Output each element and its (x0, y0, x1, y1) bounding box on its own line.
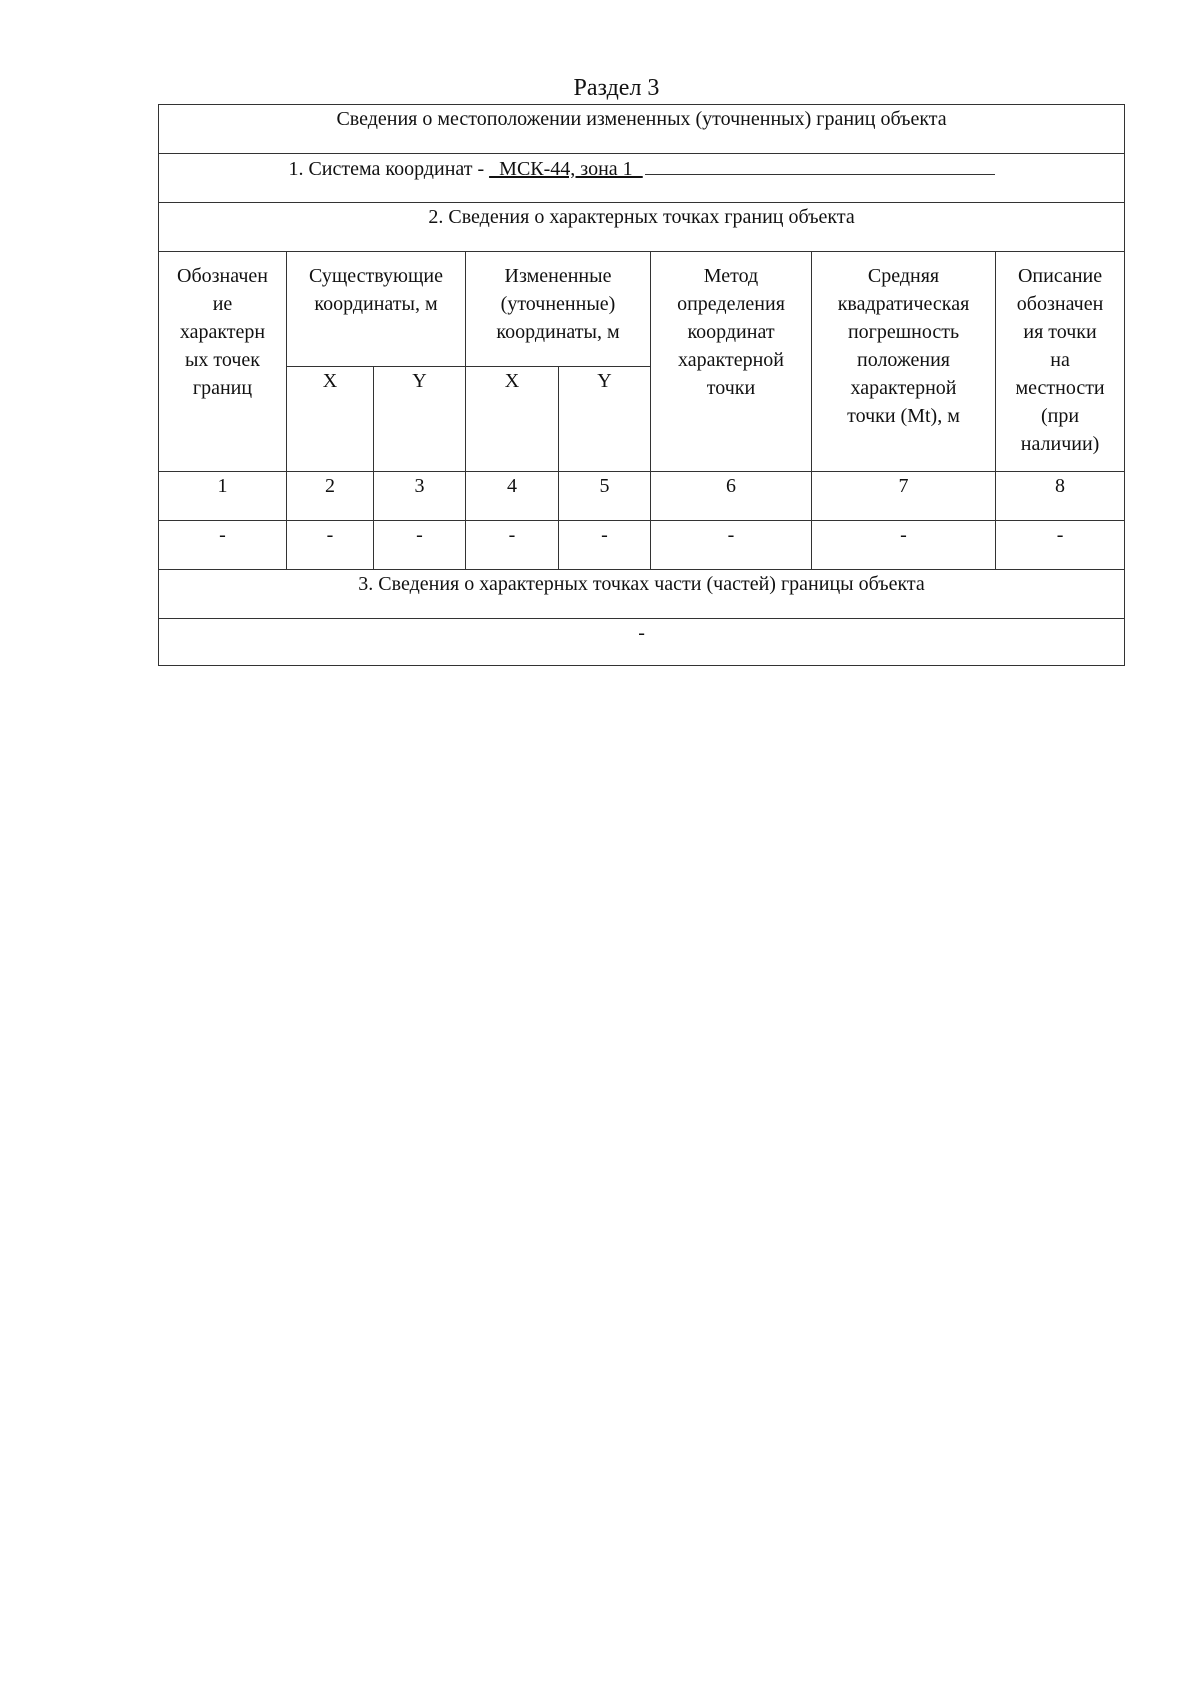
points-heading: 2. Сведения о характерных точках границ объекта (159, 203, 1125, 252)
table-cell: - (651, 521, 812, 570)
column-number: 1 (159, 472, 287, 521)
table-cell: - (996, 521, 1125, 570)
table-cell: - (466, 521, 559, 570)
header-mean-error: Средняя квадратическая погрешность положения характерной точки (Mt), м (812, 252, 996, 472)
column-number: 8 (996, 472, 1125, 521)
subheader-changed-x: X (466, 367, 559, 472)
table-cell: - (374, 521, 466, 570)
section-title: Раздел 3 (573, 75, 660, 101)
column-number: 4 (466, 472, 559, 521)
column-number: 3 (374, 472, 466, 521)
coordinate-system-row (159, 154, 1125, 203)
table-cell: - (812, 521, 996, 570)
table-cell: - (159, 521, 287, 570)
coordinate-system-value: _МСК-44, зона 1_ (489, 158, 643, 180)
table-row (159, 521, 1125, 570)
parts-value: - (159, 619, 1125, 666)
table-cell: - (559, 521, 651, 570)
subheader-changed-y: Y (559, 367, 651, 472)
table-title: Сведения о местоположении измененных (уточненных) границ объекта (159, 105, 1125, 154)
header-point-designation: Обозначен ие характерн ых точек границ (159, 252, 287, 472)
column-number: 7 (812, 472, 996, 521)
fill-line (645, 154, 995, 175)
header-existing-coordinates: Существующие координаты, м (287, 252, 466, 367)
column-number: 6 (651, 472, 812, 521)
header-method: Метод определения координат характерной точки (651, 252, 812, 472)
header-changed-coordinates: Измененные (уточненные) координаты, м (466, 252, 651, 367)
header-point-description: Описание обозначен ия точки на местности (при наличии) (996, 252, 1125, 472)
table-cell: - (287, 521, 374, 570)
column-number-row (159, 472, 1125, 521)
column-number: 5 (559, 472, 651, 521)
coordinate-system-label: 1. Система координат - (288, 158, 490, 180)
parts-heading: 3. Сведения о характерных точках части (частей) границы объекта (159, 570, 1125, 619)
boundary-table (158, 104, 1125, 666)
subheader-existing-x: X (287, 367, 374, 472)
subheader-existing-y: Y (374, 367, 466, 472)
column-number: 2 (287, 472, 374, 521)
